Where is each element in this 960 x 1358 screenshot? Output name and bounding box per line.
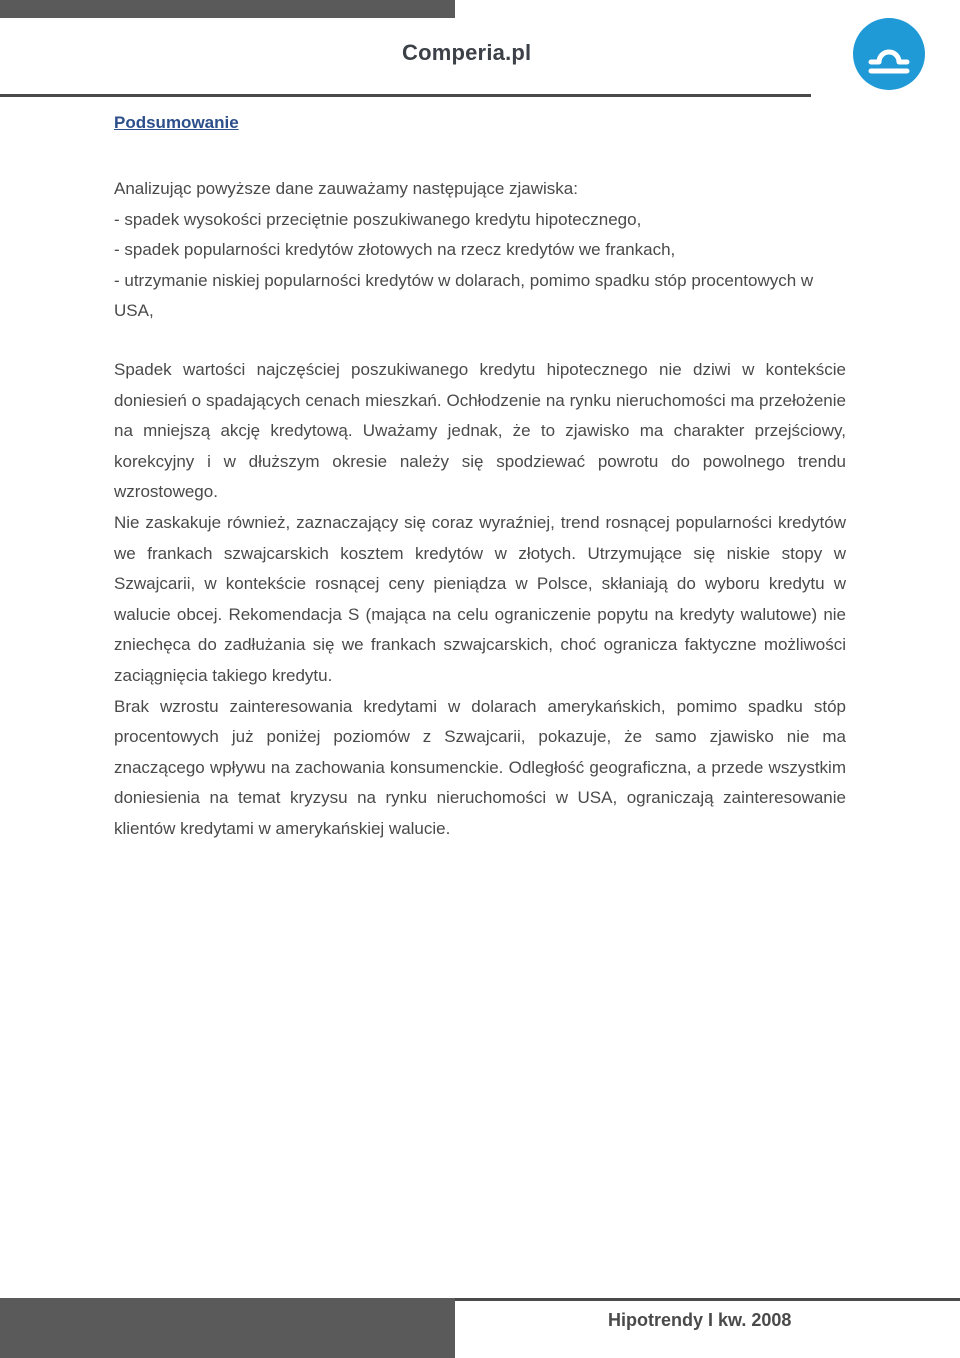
footer-bar [0,1298,455,1358]
paragraph-franc-loans: Nie zaskakuje również, zaznaczający się coraz wyraźniej, trend rosnącej popularności kredytów we frankach szwajcarskich kosztem kredytów w złotych. Utrzymujące się niskie stopy w Szwajcarii, w kontekście rosnącej ceny pieniądza w Polsce, skłaniają do wyboru kredytu w walucie obcej. Rekomendacja S (mająca na celu ograniczenie popytu na kredyty walutowe) nie zniechęca do zadłużania się we frankach szwajcarskich, choć ogranicza faktyczne możliwości zaciągnięcia takiego kredytu. [114,512,846,685]
section-title: Podsumowanie [114,113,239,132]
intro-lead: Analizując powyższe dane zauważamy następujące zjawiska: [114,179,578,198]
footer-title: Hipotrendy I kw. 2008 [608,1310,792,1330]
brand-name: Comperia.pl [402,40,532,65]
paragraph-dollar-loans: Brak wzrostu zainteresowania kredytami w dolarach amerykańskich, pomimo spadku stóp procentowych już poniżej poziomów z Szwajcarii, pokazuje, że samo zjawisko nie ma znaczącego wpływu na zachowania konsumenckie. Odległość geograficzna, a przede wszystkim doniesienia na temat kryzysu na rynku nieruchomości w USA, ograniczają zainteresowanie klientów kredytami w amerykańskiej walucie. [114,696,846,838]
intro-bullet: - utrzymanie niskiej popularności kredytów w dolarach, pomimo spadku stóp procentowych w USA, [114,270,814,321]
intro-bullet: - spadek popularności kredytów złotowych na rzecz kredytów we frankach, [114,240,676,260]
header-divider [0,94,811,97]
header-top-bar [0,0,455,18]
intro-bullet: - spadek wysokości przeciętnie poszukiwanego kredytu hipotecznego, [114,209,642,229]
libra-scales-icon [853,18,925,90]
summary-intro [114,174,846,327]
summary-paragraphs [114,355,846,845]
paragraph-property-prices: Spadek wartości najczęściej poszukiwanego kredytu hipotecznego nie dziwi w kontekście doniesień o spadających cenach mieszkań. Ochłodzenie na rynku nieruchomości ma przełożenie na mniejszą akcję kredytową. Uważamy jednak, że to zjawisko ma charakter przejściowy, korekcyjny i w dłuższym okresie należy się spodziewać powrotu do powolnego trendu wzrostowego. [114,360,846,502]
footer-divider [455,1298,960,1301]
